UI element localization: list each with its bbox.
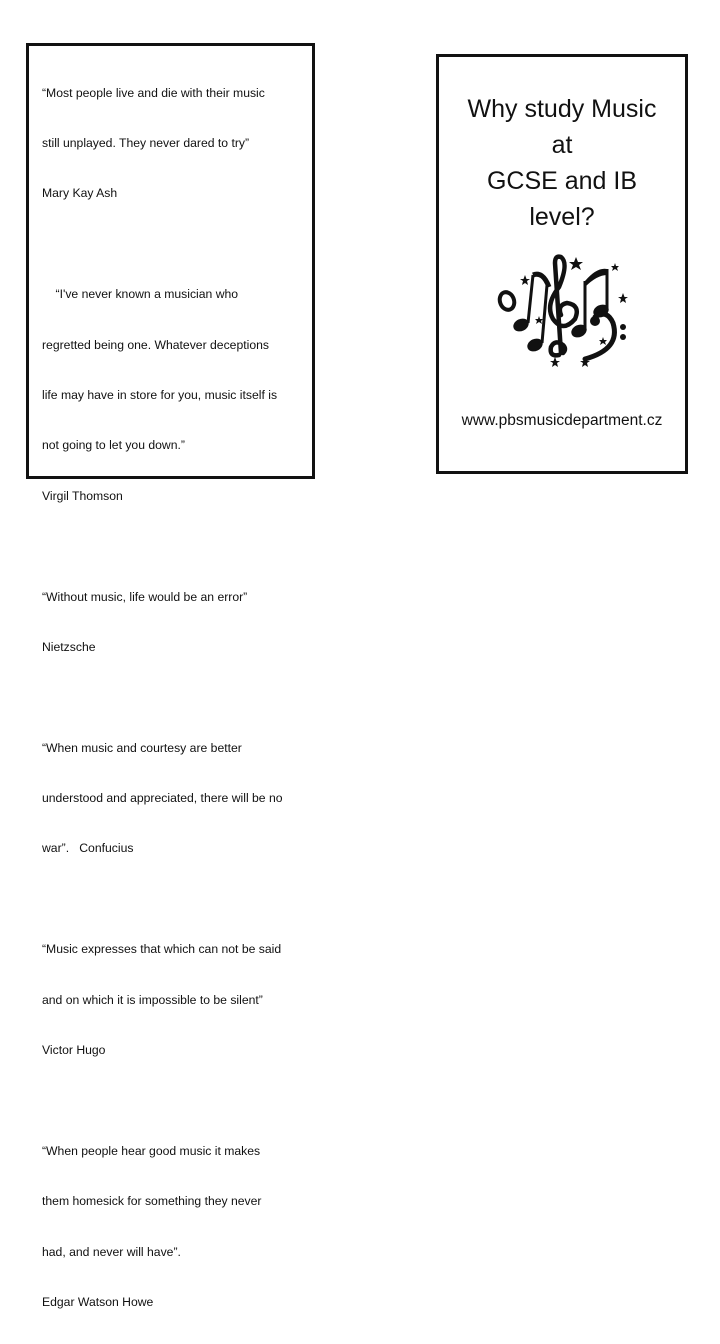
quote — [42, 555, 306, 689]
music-notes-icon — [497, 253, 627, 371]
quote-text: and on which it is impossible to be silent” — [42, 992, 263, 1007]
quote — [42, 1109, 306, 1344]
quote-text: life may have in store for you, music itself is — [42, 387, 278, 402]
page-title — [439, 91, 685, 235]
quote-text: “When music and courtesy are better — [42, 740, 242, 755]
title-line: GCSE and IB — [486, 167, 638, 195]
quote — [42, 253, 306, 539]
cover-panel — [436, 54, 688, 474]
quote-author: Victor Hugo — [42, 1043, 106, 1058]
quote-text: “Music expresses that which can not be said — [42, 942, 282, 957]
quotes-panel — [26, 43, 315, 1309]
title-line: Why study Music — [467, 95, 657, 123]
quote-text: them homesick for something they never — [42, 1194, 262, 1209]
quote-text: war”. Confucius — [42, 841, 134, 856]
quote-text: not going to let you down.” — [42, 438, 185, 453]
quote-text: understood and appreciated, there will be no — [42, 791, 283, 806]
quote-text: regretted being one. Whatever deceptions — [42, 337, 269, 352]
website-url[interactable]: www.pbsmusicdepartment.cz — [461, 412, 663, 429]
quote — [42, 908, 306, 1093]
quote-author: Nietzsche — [42, 639, 96, 654]
title-line: level? — [529, 203, 595, 231]
quote — [42, 51, 306, 236]
quote-text: “Without music, life would be an error” — [42, 589, 248, 604]
quote-text: had, and never will have”. — [42, 1244, 181, 1259]
title-line: at — [551, 131, 573, 159]
quote-text: “Most people live and die with their music — [42, 85, 265, 100]
quote — [42, 706, 306, 891]
quote-author: Mary Kay Ash — [42, 186, 118, 201]
quote-author: Edgar Watson Howe — [42, 1294, 154, 1309]
quote-text: still unplayed. They never dared to try” — [42, 135, 250, 150]
quote-author: Virgil Thomson — [42, 488, 123, 503]
quote-text: “When people hear good music it makes — [42, 1143, 261, 1158]
quote-text: “I've never known a musician who — [42, 287, 239, 302]
